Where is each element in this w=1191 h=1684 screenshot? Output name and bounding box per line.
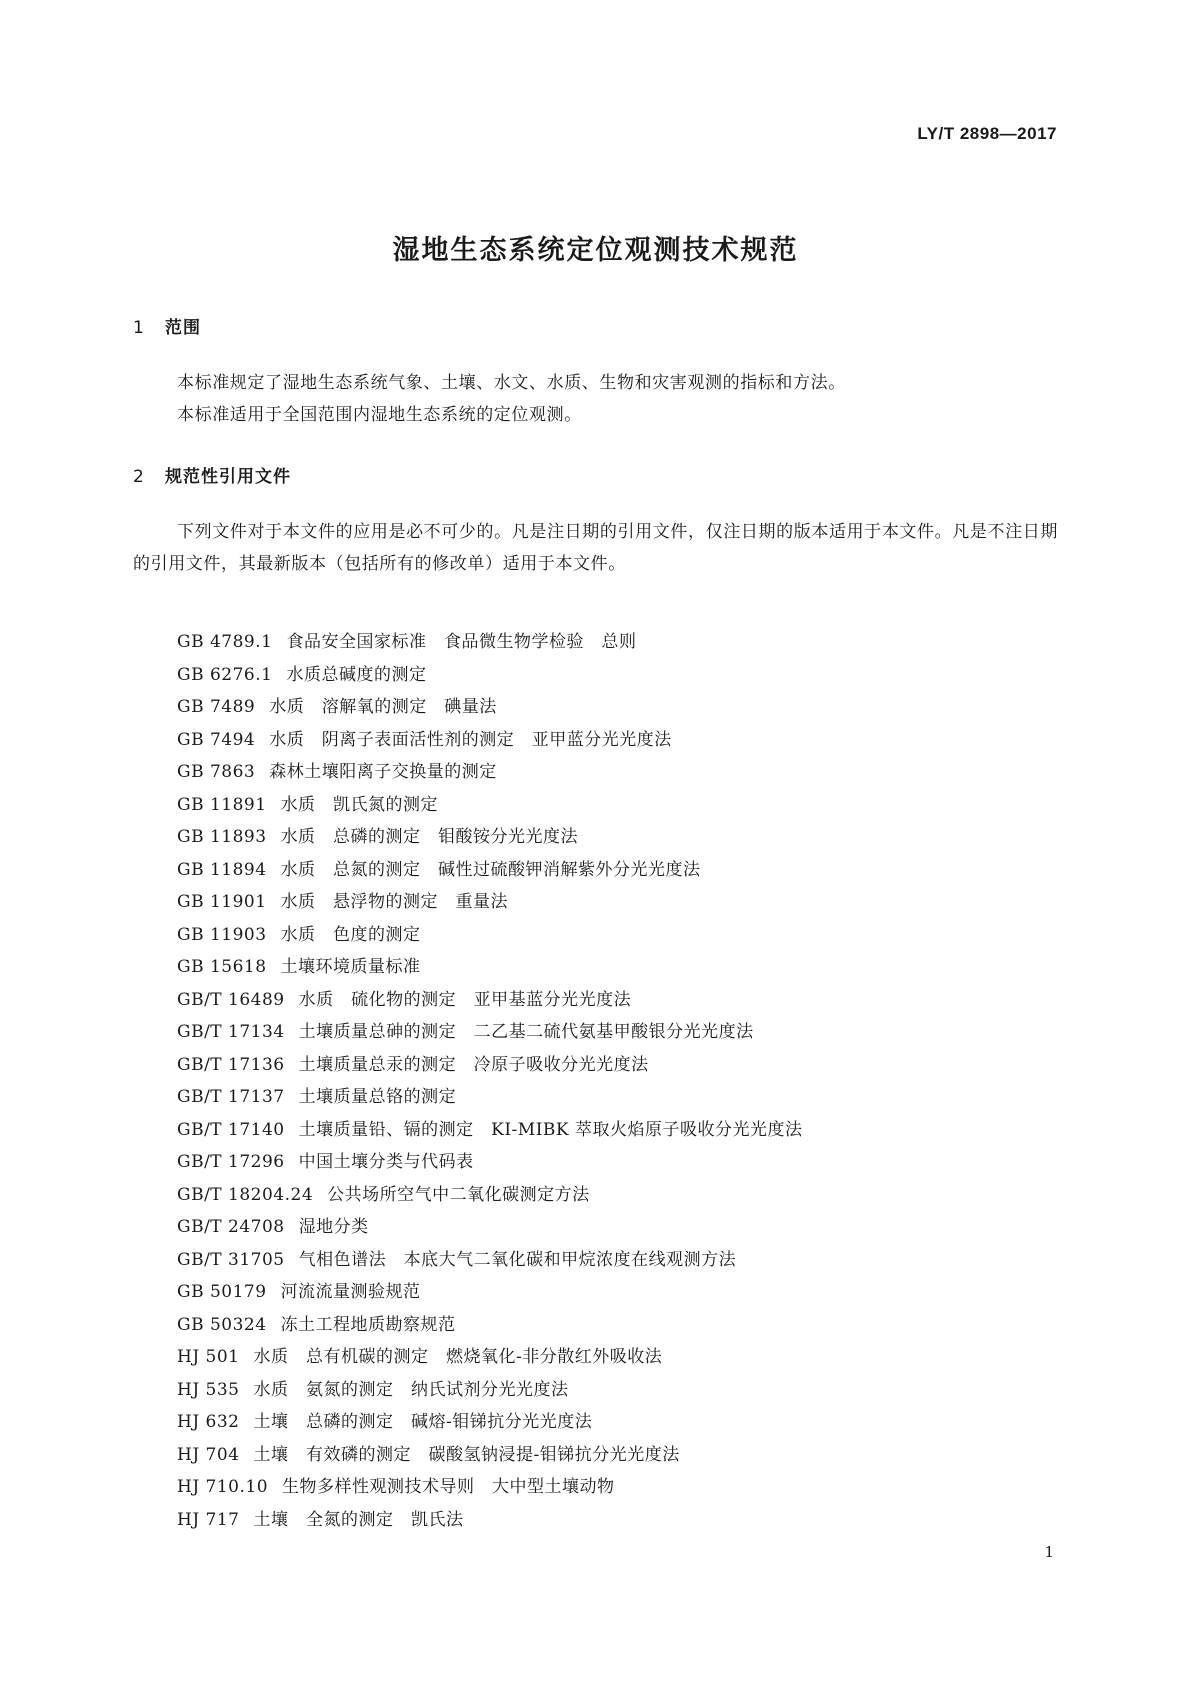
reference-title: 水质 氨氮的测定 纳氏试剂分光光度法 bbox=[253, 1379, 569, 1400]
reference-title: 土壤 总磷的测定 碱熔-钼锑抗分光光度法 bbox=[253, 1412, 593, 1432]
reference-code: GB/T 17134 bbox=[177, 1022, 285, 1042]
reference-code: GB 7863 bbox=[177, 762, 256, 782]
reference-title: 冻土工程地质勘察规范 bbox=[280, 1314, 456, 1335]
reference-item bbox=[177, 919, 803, 952]
reference-item bbox=[177, 821, 803, 854]
document-title: 湿地生态系统定位观测技术规范 bbox=[392, 235, 799, 266]
reference-code: GB 7494 bbox=[177, 729, 256, 750]
reference-title: 水质 阴离子表面活性剂的测定 亚甲蓝分光光度法 bbox=[269, 729, 672, 750]
reference-item bbox=[177, 1406, 803, 1439]
reference-title: 水质 凯氏氮的测定 bbox=[280, 794, 439, 815]
reference-code: GB 4789.1 bbox=[177, 632, 273, 652]
section-number: 1 bbox=[133, 318, 145, 338]
reference-code: GB 11893 bbox=[177, 827, 267, 847]
reference-code: GB/T 24708 bbox=[177, 1217, 285, 1237]
section-title: 范围 bbox=[165, 318, 201, 338]
scope-paragraph-1: 本标准规定了湿地生态系统气象、土壤、水文、水质、生物和灾害观测的指标和方法。 bbox=[177, 373, 846, 393]
reference-code: HJ 710.10 bbox=[177, 1477, 269, 1497]
reference-title: 食品安全国家标准 食品微生物学检验 总则 bbox=[286, 632, 637, 652]
reference-code: GB 50324 bbox=[177, 1314, 267, 1335]
reference-title: 土壤质量总汞的测定 冷原子吸收分光光度法 bbox=[298, 1054, 649, 1075]
reference-item bbox=[177, 1146, 803, 1179]
reference-title: 水质 总有机碳的测定 燃烧氧化-非分散红外吸收法 bbox=[253, 1347, 663, 1367]
reference-item bbox=[177, 1341, 803, 1374]
reference-title: 水质 总磷的测定 钼酸铵分光光度法 bbox=[280, 827, 579, 847]
reference-title: 水质 溶解氧的测定 碘量法 bbox=[269, 697, 497, 717]
reference-code: HJ 632 bbox=[177, 1412, 240, 1432]
reference-title: 水质总碱度的测定 bbox=[286, 664, 427, 685]
reference-code: GB 11891 bbox=[177, 794, 267, 815]
reference-code: GB 50179 bbox=[177, 1282, 267, 1302]
reference-item bbox=[177, 886, 803, 919]
reference-list bbox=[177, 626, 803, 1536]
reference-code: HJ 535 bbox=[177, 1379, 240, 1400]
reference-code: GB 7489 bbox=[177, 697, 256, 717]
reference-title: 土壤环境质量标准 bbox=[280, 957, 421, 977]
reference-item bbox=[177, 691, 803, 724]
section-title: 规范性引用文件 bbox=[165, 467, 291, 487]
reference-title: 土壤 全氮的测定 凯氏法 bbox=[253, 1509, 464, 1530]
section-heading-scope bbox=[133, 313, 201, 338]
reference-item bbox=[177, 659, 803, 692]
reference-item bbox=[177, 1016, 803, 1049]
reference-title: 生物多样性观测技术导则 大中型土壤动物 bbox=[282, 1477, 615, 1497]
reference-item bbox=[177, 1439, 803, 1472]
reference-code: HJ 717 bbox=[177, 1509, 240, 1530]
reference-item bbox=[177, 789, 803, 822]
reference-code: GB 6276.1 bbox=[177, 664, 273, 685]
reference-item bbox=[177, 1504, 803, 1537]
reference-title: 水质 色度的测定 bbox=[280, 924, 421, 945]
reference-code: GB 11901 bbox=[177, 892, 267, 912]
reference-title: 中国土壤分类与代码表 bbox=[298, 1152, 474, 1172]
reference-title: 河流流量测验规范 bbox=[280, 1282, 421, 1302]
reference-item bbox=[177, 951, 803, 984]
reference-item bbox=[177, 1114, 803, 1147]
reference-item bbox=[177, 1374, 803, 1407]
reference-code: GB 11894 bbox=[177, 859, 267, 880]
reference-title: 土壤质量总砷的测定 二乙基二硫代氨基甲酸银分光光度法 bbox=[298, 1022, 754, 1042]
reference-code: HJ 704 bbox=[177, 1444, 240, 1465]
reference-item bbox=[177, 1471, 803, 1504]
reference-item bbox=[177, 724, 803, 757]
reference-code: GB/T 31705 bbox=[177, 1249, 285, 1270]
reference-code: GB 15618 bbox=[177, 957, 267, 977]
reference-title: 水质 总氮的测定 碱性过硫酸钾消解紫外分光光度法 bbox=[280, 859, 701, 880]
section-number: 2 bbox=[133, 467, 145, 487]
page-number: 1 bbox=[1044, 1543, 1054, 1561]
reference-code: GB/T 17137 bbox=[177, 1087, 285, 1107]
reference-code: GB/T 17296 bbox=[177, 1152, 285, 1172]
reference-code: GB/T 17140 bbox=[177, 1119, 285, 1140]
reference-title: 湿地分类 bbox=[298, 1217, 369, 1237]
reference-item bbox=[177, 756, 803, 789]
reference-item bbox=[177, 1211, 803, 1244]
reference-title: 土壤 有效磷的测定 碳酸氢钠浸提-钼锑抗分光光度法 bbox=[253, 1444, 680, 1465]
reference-title: 水质 悬浮物的测定 重量法 bbox=[280, 892, 509, 912]
reference-title: 公共场所空气中二氧化碳测定方法 bbox=[327, 1184, 590, 1205]
reference-item bbox=[177, 984, 803, 1017]
reference-code: HJ 501 bbox=[177, 1347, 240, 1367]
reference-item bbox=[177, 626, 803, 659]
reference-title: 水质 硫化物的测定 亚甲基蓝分光光度法 bbox=[298, 989, 632, 1010]
reference-item bbox=[177, 1244, 803, 1277]
reference-title: 森林土壤阳离子交换量的测定 bbox=[269, 762, 497, 782]
reference-item bbox=[177, 854, 803, 887]
reference-item bbox=[177, 1049, 803, 1082]
reference-title: 气相色谱法 本底大气二氧化碳和甲烷浓度在线观测方法 bbox=[298, 1249, 737, 1270]
reference-code: GB 11903 bbox=[177, 924, 267, 945]
reference-code: GB/T 18204.24 bbox=[177, 1184, 314, 1205]
section-heading-normative-references bbox=[133, 462, 291, 487]
reference-item bbox=[177, 1309, 803, 1342]
reference-item bbox=[177, 1179, 803, 1212]
reference-item bbox=[177, 1081, 803, 1114]
reference-title: 土壤质量铅、镉的测定 KI-MIBK 萃取火焰原子吸收分光光度法 bbox=[298, 1119, 803, 1140]
reference-title: 土壤质量总铬的测定 bbox=[298, 1087, 457, 1107]
standard-code: LY/T 2898—2017 bbox=[917, 124, 1057, 143]
scope-paragraph-2: 本标准适用于全国范围内湿地生态系统的定位观测。 bbox=[177, 405, 582, 425]
reference-code: GB/T 17136 bbox=[177, 1054, 285, 1075]
references-intro-paragraph: 下列文件对于本文件的应用是必不可少的。凡是注日期的引用文件，仅注日期的版本适用于本文件。凡是不注日期的引用文件，其最新版本（包括所有的修改单）适用于本文件。 bbox=[133, 522, 1058, 574]
reference-code: GB/T 16489 bbox=[177, 989, 285, 1010]
reference-item bbox=[177, 1276, 803, 1309]
